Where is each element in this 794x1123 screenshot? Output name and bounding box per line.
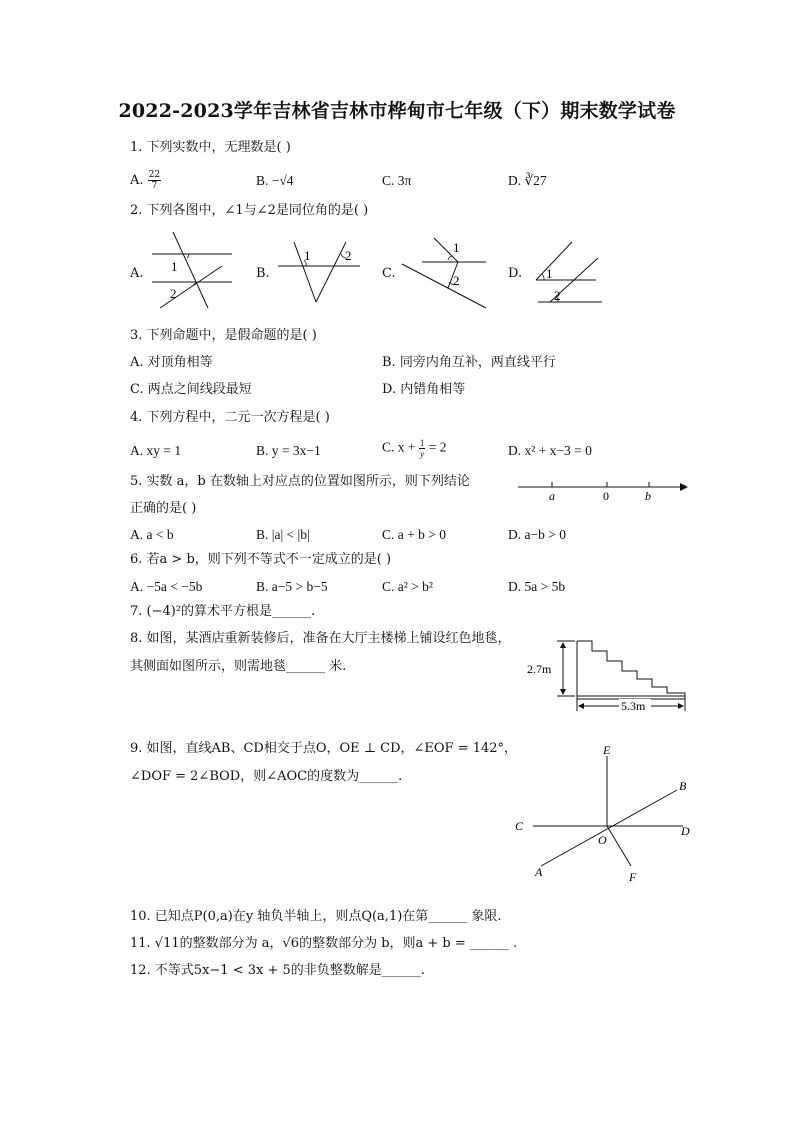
question-9-line2: ∠DOF = 2∠BOD，则∠AOC的度数为______. <box>130 769 403 784</box>
question-8-line1: 8. 如图，某酒店重新装修后，准备在大厅主楼梯上铺设红色地毯， <box>130 631 511 646</box>
angle-1-label: 1 <box>546 266 553 281</box>
question-3-option-c: C. 两点之间线段最短 <box>130 382 252 397</box>
question-5-stem-line1: 5. 实数 a，b 在数轴上对应点的位置如图所示，则下列结论 <box>130 474 470 489</box>
figure-2a <box>140 228 240 310</box>
question-1-option-c: C. 3π <box>382 173 412 188</box>
option-c-prefix: C. x + <box>382 439 419 455</box>
fraction <box>148 170 161 191</box>
intersecting-lines-figure <box>505 738 705 888</box>
question-7-stem: 7. (−4)²的算术平方根是______. <box>130 604 316 619</box>
figure-2c <box>394 232 494 312</box>
question-5-option-a: A. a < b <box>130 527 174 542</box>
question-11-stem: 11. √11的整数部分为 a，√6的整数部分为 b，则a + b = ______ . <box>130 936 518 951</box>
point-label-o: O <box>598 833 607 847</box>
question-6-stem: 6. 若a > b，则下列不等式不一定成立的是( ) <box>130 552 392 567</box>
question-3-option-d: D. 内错角相等 <box>382 382 466 397</box>
question-3-option-b: B. 同旁内角互补，两直线平行 <box>382 355 556 370</box>
number-line-figure <box>514 476 694 504</box>
axis-label-a: a <box>549 489 555 503</box>
question-2-option-a: A. <box>130 266 144 281</box>
question-6-option-b: B. a−5 > b−5 <box>256 579 328 594</box>
question-5-option-c: C. a + b > 0 <box>382 527 446 542</box>
point-label-b: B <box>679 779 687 793</box>
option-c-suffix: = 2 <box>425 439 447 455</box>
angle-2-label: 2 <box>345 248 352 263</box>
question-12-stem: 12. 不等式5x−1 < 3x + 5的非负整数解是______. <box>130 963 425 978</box>
question-3-option-a: A. 对顶角相等 <box>130 355 213 370</box>
point-label-c: C <box>515 819 524 833</box>
fraction-numerator: 22 <box>148 170 161 180</box>
fraction-numerator: 1 <box>419 438 425 448</box>
point-label-f: F <box>629 870 637 884</box>
point-label-d: D <box>681 824 690 838</box>
width-label: 5.3m <box>621 699 646 713</box>
question-6-option-d: D. 5a > 5b <box>508 579 566 594</box>
question-4-stem: 4. 下列方程中，二元一次方程是( ) <box>130 410 330 425</box>
question-8-line2: 其侧面如图所示，则需地毯______ 米. <box>130 659 347 674</box>
figure-2d <box>522 236 612 308</box>
question-2-stem: 2. 下列各图中，∠1与∠2是同位角的是( ) <box>130 203 369 218</box>
question-1-option-d: D. ∛27 <box>508 173 547 188</box>
question-9-line1: 9. 如图，直线AB、CD相交于点O，OE ⊥ CD，∠EOF = 142°， <box>130 741 518 756</box>
option-a-label: A. <box>130 173 144 188</box>
angle-1-label: 1 <box>171 259 178 274</box>
question-2-option-b: B. <box>256 266 270 281</box>
axis-label-b: b <box>645 489 651 503</box>
question-4-option-b: B. y = 3x−1 <box>256 443 321 458</box>
angle-2-label: 2 <box>170 286 177 301</box>
question-5-option-b: B. |a| < |b| <box>256 527 310 542</box>
question-1-option-a <box>130 170 161 191</box>
question-5-option-d: D. a−b > 0 <box>508 527 566 542</box>
staircase-figure <box>525 635 695 717</box>
height-label: 2.7m <box>527 662 552 676</box>
question-2-option-c: C. <box>382 266 396 281</box>
axis-label-zero: 0 <box>603 489 609 503</box>
point-label-e: E <box>603 743 611 757</box>
question-1-option-b: B. −√4 <box>256 173 294 188</box>
fraction-denominator: y <box>420 449 425 459</box>
fraction-denominator: 7 <box>151 181 158 191</box>
angle-2-label: 2 <box>453 273 460 288</box>
question-10-stem: 10. 已知点P(0,a)在y 轴负半轴上，则点Q(a,1)在第______ 象限. <box>130 909 502 924</box>
figure-2b <box>268 234 368 306</box>
question-1-stem: 1. 下列实数中，无理数是( ) <box>130 140 291 155</box>
question-4-option-a: A. xy = 1 <box>130 443 182 458</box>
question-6-option-a: A. −5a < −5b <box>130 579 203 594</box>
question-5-stem-line2: 正确的是( ) <box>130 501 197 516</box>
question-4-option-c <box>382 438 447 459</box>
question-3-stem: 3. 下列命题中，是假命题的是( ) <box>130 328 317 343</box>
question-2-option-d: D. <box>508 266 523 281</box>
point-label-a: A <box>535 865 543 879</box>
page-title: 2022-2023学年吉林省吉林市桦甸市七年级（下）期末数学试卷 <box>118 100 676 122</box>
question-6-option-c: C. a² > b² <box>382 579 433 594</box>
angle-1-label: 1 <box>453 240 460 255</box>
question-4-option-d: D. x² + x−3 = 0 <box>508 443 592 458</box>
angle-1-label: 1 <box>304 248 311 263</box>
angle-2-label: 2 <box>554 288 561 303</box>
